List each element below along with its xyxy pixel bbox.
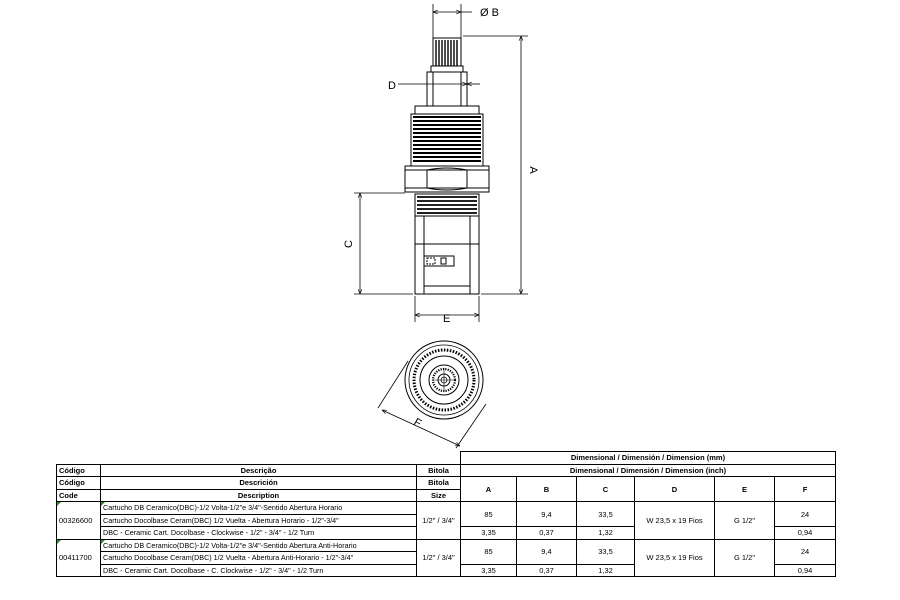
value-f-inch: 0,94 bbox=[775, 527, 836, 540]
description-es: Cartucho Docolbase Ceram(DBC) 1/2 Vuelta - Abertura Anti-Horario - 1/2"-3/4" bbox=[101, 552, 417, 565]
side-view bbox=[405, 38, 489, 294]
value-b-inch: 0,37 bbox=[517, 564, 577, 577]
lower-thread bbox=[415, 194, 479, 216]
description-header-es: Descrición bbox=[101, 477, 417, 490]
col-header-c: C bbox=[577, 477, 635, 502]
label-b: Ø B bbox=[480, 7, 499, 19]
code-header-pt: Código bbox=[57, 464, 101, 477]
col-header-d: D bbox=[635, 477, 715, 502]
value-c-inch: 1,32 bbox=[577, 564, 635, 577]
description-es: Cartucho Docolbase Ceram(DBC) 1/2 Vuelta - Abertura Horario - 1/2"-3/4" bbox=[101, 514, 417, 527]
specification-table bbox=[56, 451, 836, 577]
col-header-a: A bbox=[461, 477, 517, 502]
hex-nut bbox=[405, 166, 489, 192]
dimension-mm-header: Dimensional / Dimensión / Dimension (mm) bbox=[461, 452, 836, 465]
lower-body bbox=[415, 216, 479, 294]
product-size: 1/2" / 3/4" bbox=[417, 539, 461, 577]
value-b-mm: 9,4 bbox=[517, 502, 577, 527]
col-header-b: B bbox=[517, 477, 577, 502]
description-header-pt: Descrição bbox=[101, 464, 417, 477]
description-pt: Cartucho DB Ceramico(DBC)-1/2 Volta-1/2"e 3/4"-Sentido Abertura Horario bbox=[101, 502, 417, 515]
product-code: 00326600 bbox=[57, 502, 101, 540]
col-header-e: E bbox=[715, 477, 775, 502]
label-e: E bbox=[443, 313, 451, 325]
product-code: 00411700 bbox=[57, 539, 101, 577]
value-a-inch: 3,35 bbox=[461, 564, 517, 577]
product-size: 1/2" / 3/4" bbox=[417, 502, 461, 540]
description-en: DBC - Ceramic Cart. Docolbase - Clockwise - 1/2" - 3/4" - 1/2 Turn bbox=[101, 527, 417, 540]
value-c-mm: 33,5 bbox=[577, 539, 635, 564]
dimension-inch-header: Dimensional / Dimensión / Dimension (inch) bbox=[461, 464, 836, 477]
code-header-es: Código bbox=[57, 477, 101, 490]
value-a-inch: 3,35 bbox=[461, 527, 517, 540]
label-a: A bbox=[527, 166, 539, 174]
size-header-es: Bitola bbox=[417, 477, 461, 490]
description-pt: Cartucho DB Ceramico(DBC)-1/2 Volta-1/2"e 3/4"-Sentido Abertura Anti-Horario bbox=[101, 539, 417, 552]
value-c-mm: 33,5 bbox=[577, 502, 635, 527]
value-f-mm: 24 bbox=[775, 539, 836, 564]
knurled-stem bbox=[431, 38, 463, 72]
description-en: DBC - Ceramic Cart. Docolbase - C. Clockwise - 1/2" - 3/4" - 1/2 Turn bbox=[101, 564, 417, 577]
code-header-en: Code bbox=[57, 489, 101, 502]
value-d: W 23,5 x 19 Fios bbox=[635, 539, 715, 577]
size-header-en: Size bbox=[417, 489, 461, 502]
value-d: W 23,5 x 19 Fios bbox=[635, 502, 715, 540]
description-header-en: Description bbox=[101, 489, 417, 502]
value-e: G 1/2" bbox=[715, 502, 775, 540]
value-c-inch: 1,32 bbox=[577, 527, 635, 540]
top-view bbox=[405, 341, 483, 419]
value-f-inch: 0,94 bbox=[775, 564, 836, 577]
label-f: F bbox=[411, 416, 424, 430]
col-header-f: F bbox=[775, 477, 836, 502]
value-b-mm: 9,4 bbox=[517, 539, 577, 564]
value-a-mm: 85 bbox=[461, 502, 517, 527]
label-c: C bbox=[343, 240, 355, 248]
value-e: G 1/2" bbox=[715, 539, 775, 577]
value-b-inch: 0,37 bbox=[517, 527, 577, 540]
upper-thread bbox=[411, 114, 483, 166]
label-d: D bbox=[388, 80, 396, 92]
value-f-mm: 24 bbox=[775, 502, 836, 527]
size-header-pt: Bitola bbox=[417, 464, 461, 477]
value-a-mm: 85 bbox=[461, 539, 517, 564]
